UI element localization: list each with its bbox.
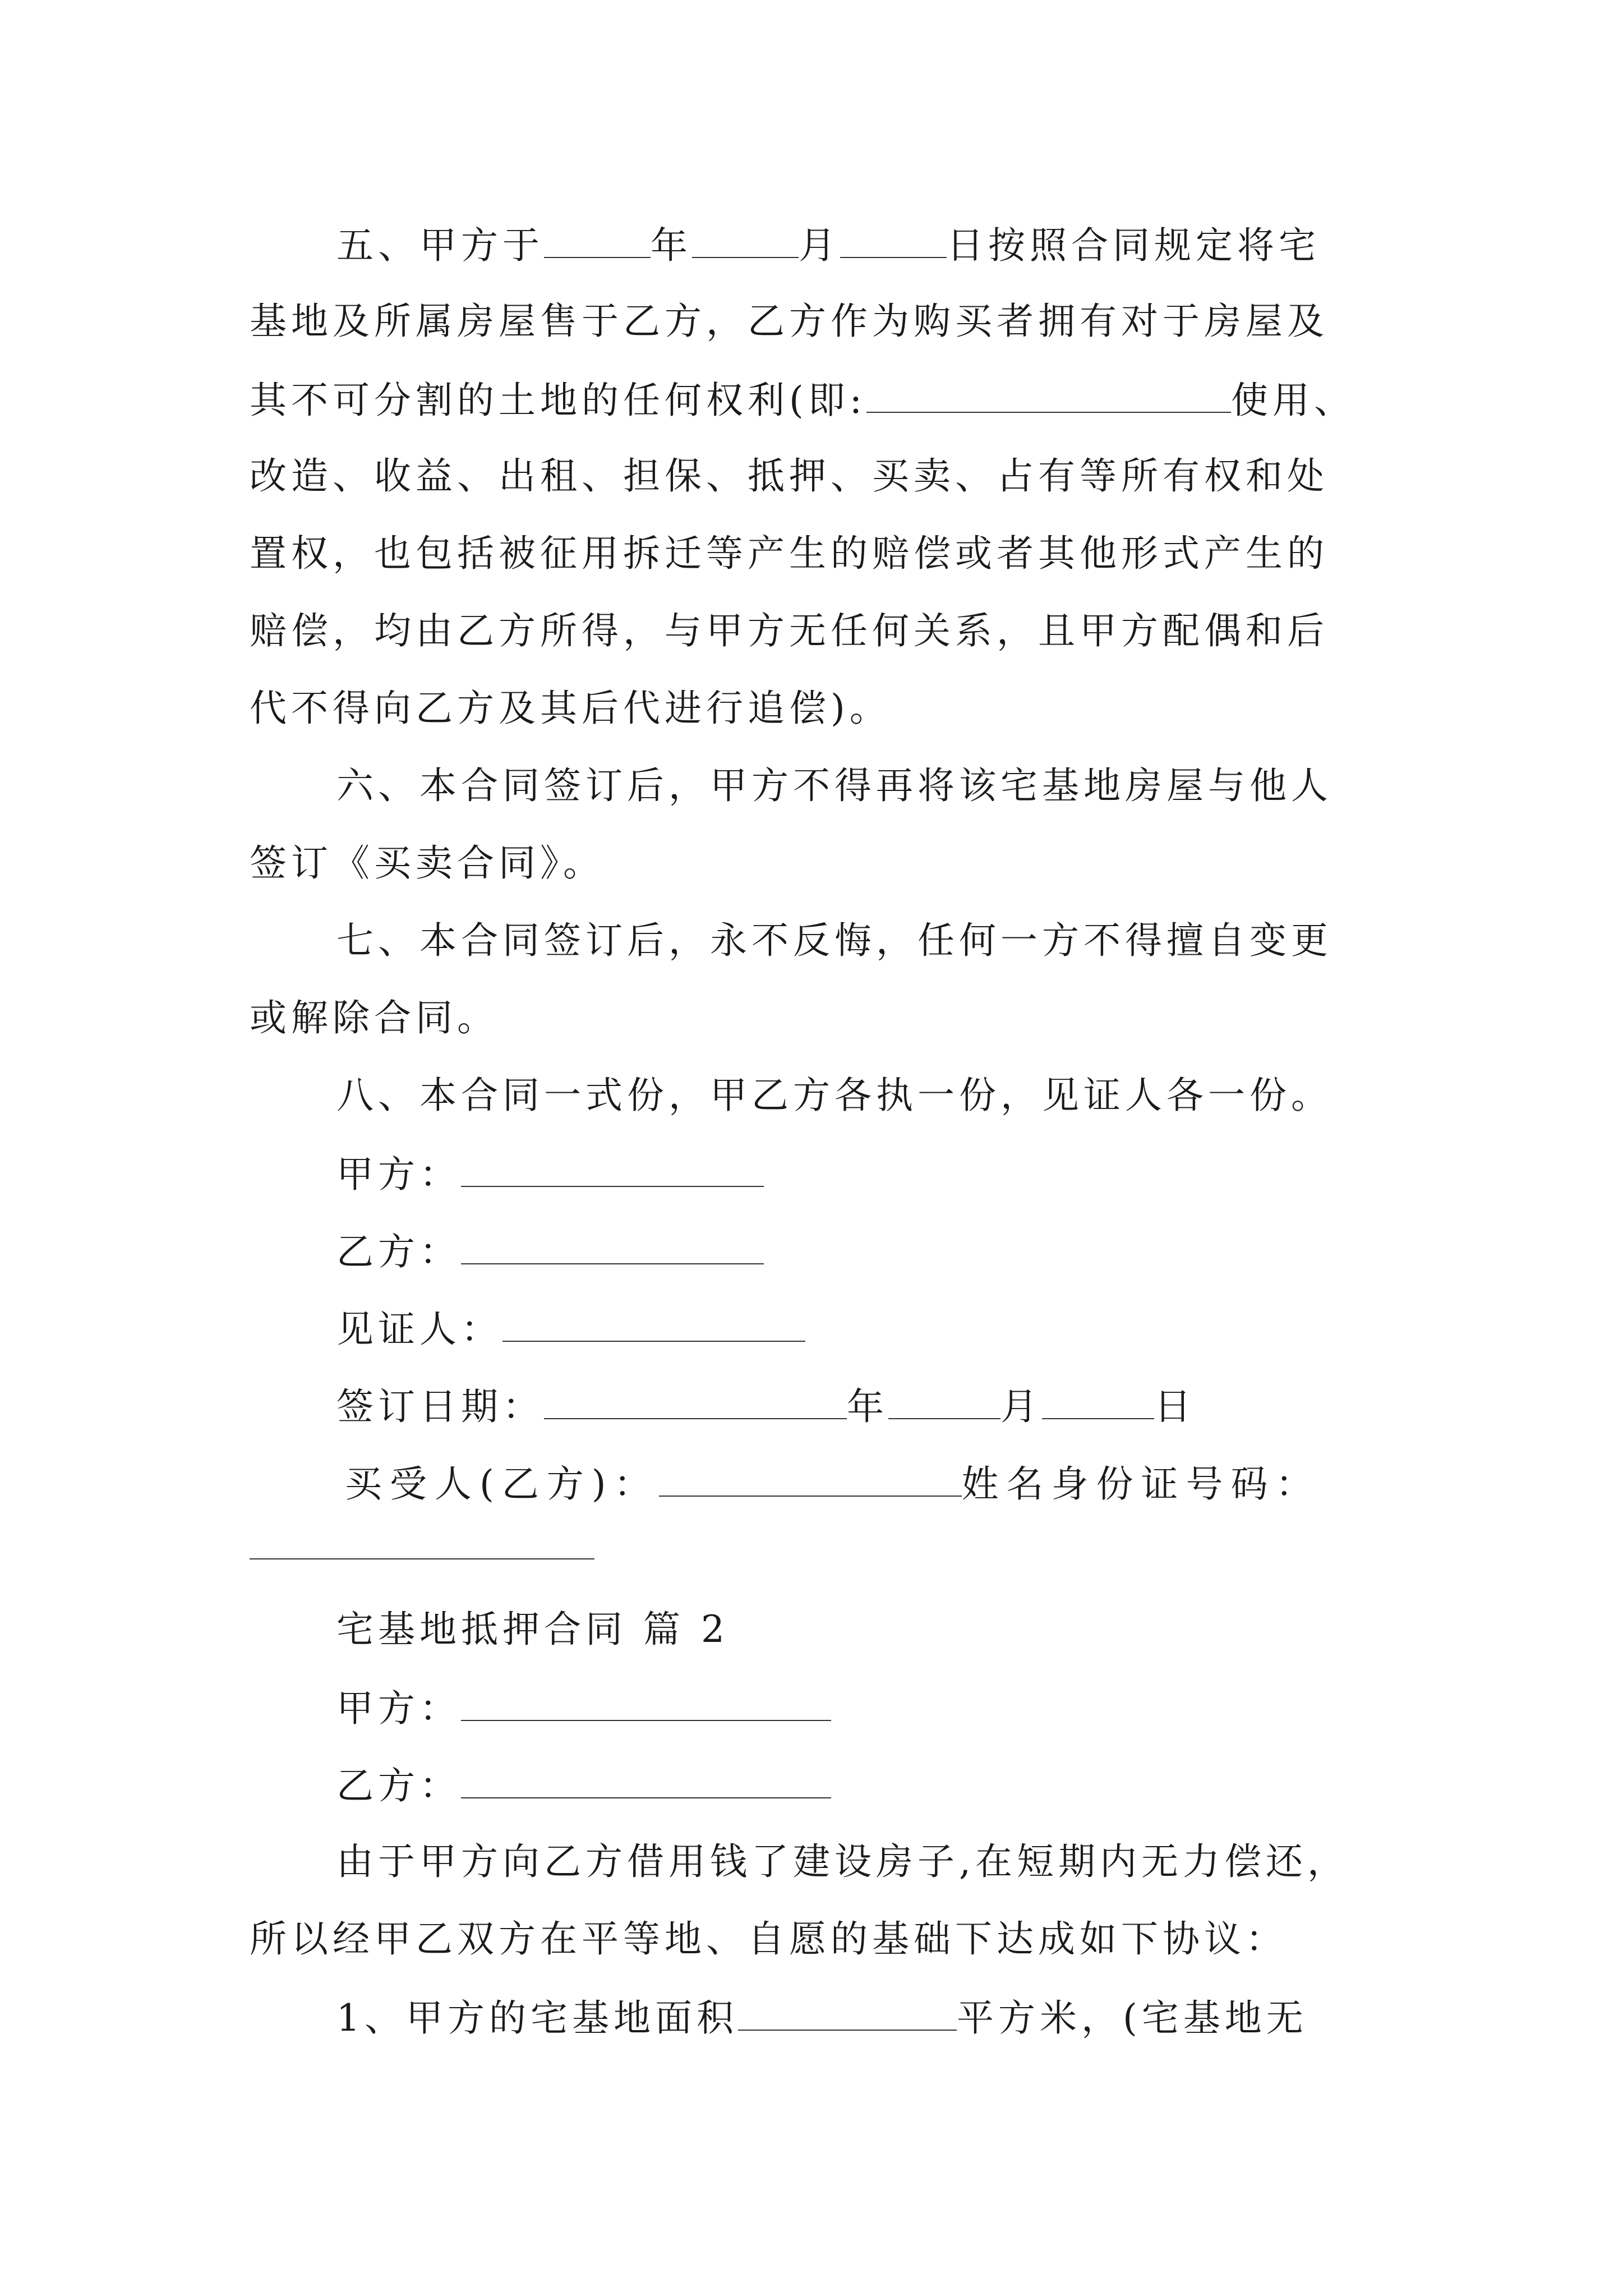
paragraph-5-line-4: 改造、收益、出租、担保、抵押、买卖、占有等所有权和处 <box>250 454 1329 498</box>
witness-signature <box>336 1308 805 1351</box>
section-2-party-b <box>336 1766 831 1805</box>
blank-year <box>544 226 651 258</box>
paragraph-6-line-1: 六、本合同签订后，甲方不得再将该宅基地房屋与他人 <box>336 764 1332 807</box>
section-2-party-a <box>336 1687 831 1730</box>
sign-date-day: 日 <box>1154 1385 1196 1428</box>
id-name-label: 姓名身份证号码： <box>961 1462 1321 1506</box>
party-b-blank <box>461 1232 764 1264</box>
id-number-blank <box>250 1558 594 1559</box>
p5-prefix: 五、甲方于 <box>336 224 544 267</box>
clause-1-area-blank <box>738 1998 957 2031</box>
paragraph-5-line-5: 置权，也包括被征用拆迁等产生的赔偿或者其他形式产生的 <box>250 532 1329 575</box>
buyer-label: 买受人(乙方)： <box>345 1462 659 1506</box>
blank-rights <box>866 380 1231 413</box>
party-a-blank <box>461 1154 764 1187</box>
paragraph-7-line-2: 或解除合同。 <box>250 996 499 1039</box>
sign-date <box>336 1385 1196 1428</box>
paragraph-5-line-1 <box>336 224 1320 267</box>
blank-month <box>692 226 799 258</box>
sign-date-day-blank <box>1042 1387 1154 1419</box>
paragraph-5-line-6: 赔偿，均由乙方所得，与甲方无任何关系，且甲方配偶和后 <box>250 609 1329 652</box>
paragraph-8: 八、本合同一式份，甲乙方各执一份，见证人各一份。 <box>336 1074 1332 1117</box>
section-2-clause-1 <box>336 1996 1308 2040</box>
sign-date-month-blank <box>888 1387 1000 1419</box>
p5-year: 年 <box>651 224 692 267</box>
sign-date-label: 签订日期： <box>336 1385 544 1428</box>
sign-date-month: 月 <box>1000 1385 1042 1428</box>
party-b-label: 乙方： <box>336 1230 461 1273</box>
paragraph-5-line-2: 基地及所属房屋售于乙方，乙方作为购买者拥有对于房屋及 <box>250 300 1329 343</box>
blank-day <box>840 226 947 258</box>
section-2-title: 宅基地抵押合同 篇 2 <box>336 1608 729 1651</box>
party-a-signature <box>336 1153 764 1196</box>
paragraph-5-line-3 <box>250 379 1355 422</box>
clause-1-prefix: 1、甲方的宅基地面积 <box>336 1996 738 2040</box>
section-2-intro-line-1: 由于甲方向乙方借用钱了建设房子,在短期内无力偿还， <box>336 1840 1349 1883</box>
section-2-intro-line-2: 所以经甲乙双方在平等地、自愿的基础下达成如下协议： <box>250 1917 1287 1961</box>
party-a-label: 甲方： <box>336 1153 461 1196</box>
clause-1-suffix: 平方米，(宅基地无 <box>957 1996 1308 2040</box>
paragraph-7-line-1: 七、本合同签订后，永不反悔，任何一方不得擅自变更 <box>336 919 1332 962</box>
party-b-signature <box>336 1232 764 1271</box>
paragraph-6-line-2: 签订《买卖合同》。 <box>250 841 605 885</box>
p5-line3-prefix: 其不可分割的土地的任何权利(即: <box>250 379 866 422</box>
witness-label: 见证人： <box>336 1308 502 1351</box>
buyer-blank <box>659 1464 962 1497</box>
section-2-party-b-blank <box>461 1766 831 1798</box>
buyer-line <box>345 1462 1321 1506</box>
sign-date-year-blank <box>544 1387 847 1419</box>
p5-suffix: 日按照合同规定将宅 <box>947 224 1320 267</box>
section-2-party-a-blank <box>461 1688 831 1721</box>
paragraph-5-line-7: 代不得向乙方及其后代进行追偿)。 <box>250 687 891 730</box>
witness-blank <box>502 1309 805 1342</box>
section-2-party-b-label: 乙方： <box>336 1764 461 1807</box>
sign-date-year: 年 <box>847 1385 888 1428</box>
p5-month: 月 <box>799 224 840 267</box>
section-2-party-a-label: 甲方： <box>336 1687 461 1730</box>
p5-line3-suffix: 使用、 <box>1231 379 1355 422</box>
